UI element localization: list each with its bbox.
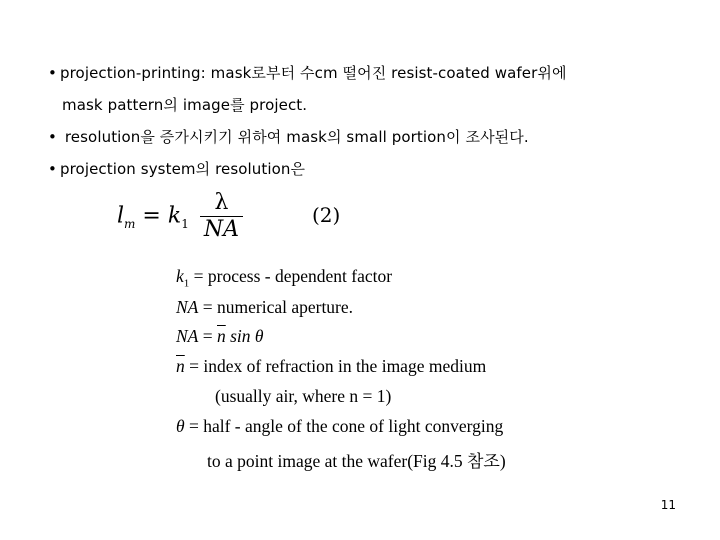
n-note-text: (usually air, where n = 1) bbox=[215, 386, 392, 406]
theta-close-paren: ) bbox=[499, 451, 506, 471]
n-bar-symbol: $\overline{n}$ bbox=[217, 326, 226, 346]
definition-k1 bbox=[176, 266, 392, 290]
bullet-line-1 bbox=[48, 62, 567, 83]
k1-description: = process - dependent factor bbox=[189, 266, 393, 286]
equation-lhs: l bbox=[117, 203, 125, 229]
definition-na-formula bbox=[176, 326, 264, 347]
na-symbol: NA bbox=[176, 297, 199, 317]
equation-equals-k: = k bbox=[135, 203, 182, 229]
na-formula-rest: sin θ bbox=[225, 326, 264, 346]
na-formula-equals: = bbox=[198, 326, 217, 346]
bullet-text: projection-printing: mask로부터 수cm 떨어진 resist-coated wafer위에 bbox=[60, 64, 567, 82]
page-number: 11 bbox=[660, 498, 676, 512]
bullet-text: mask pattern의 image를 project. bbox=[62, 96, 308, 114]
na-formula-symbol: NA bbox=[176, 326, 199, 346]
fraction-numerator: λ bbox=[200, 190, 243, 217]
definition-theta bbox=[176, 416, 503, 437]
equation-lhs-subscript: m bbox=[124, 216, 136, 231]
theta-korean-reference: 참조 bbox=[467, 452, 500, 472]
bullet-marker: • bbox=[48, 128, 57, 146]
bullet-marker: • bbox=[48, 160, 57, 178]
bullet-marker: • bbox=[48, 64, 57, 82]
bullet-text: resolution을 증가시키기 위하여 mask의 small portion이 조사된다. bbox=[60, 128, 529, 146]
definition-n bbox=[176, 356, 486, 377]
bullet-line-1-continued bbox=[62, 94, 307, 115]
n-symbol: $\overline{n}$ bbox=[176, 356, 185, 376]
equation-fraction bbox=[200, 190, 243, 243]
bullet-line-2 bbox=[48, 126, 529, 147]
definition-n-note bbox=[215, 386, 391, 407]
bullet-line-3 bbox=[48, 158, 305, 179]
equation-number: (2) bbox=[312, 203, 341, 227]
theta-continued-text: to a point image at the wafer(Fig 4.5 bbox=[207, 451, 467, 471]
definition-theta-continued bbox=[207, 447, 506, 472]
bullet-text: projection system의 resolution은 bbox=[60, 160, 306, 178]
k1-subscript: 1 bbox=[183, 277, 190, 290]
resolution-equation bbox=[117, 190, 243, 243]
theta-symbol: θ bbox=[176, 416, 185, 436]
k1-symbol: k bbox=[176, 266, 184, 286]
equation-k-subscript: 1 bbox=[181, 216, 189, 231]
theta-description: = half - angle of the cone of light converging bbox=[184, 416, 504, 436]
na-description: = numerical aperture. bbox=[198, 297, 354, 317]
fraction-denominator: NA bbox=[203, 217, 239, 242]
n-description: = index of refraction in the image medium bbox=[184, 356, 487, 376]
definition-na bbox=[176, 297, 353, 318]
